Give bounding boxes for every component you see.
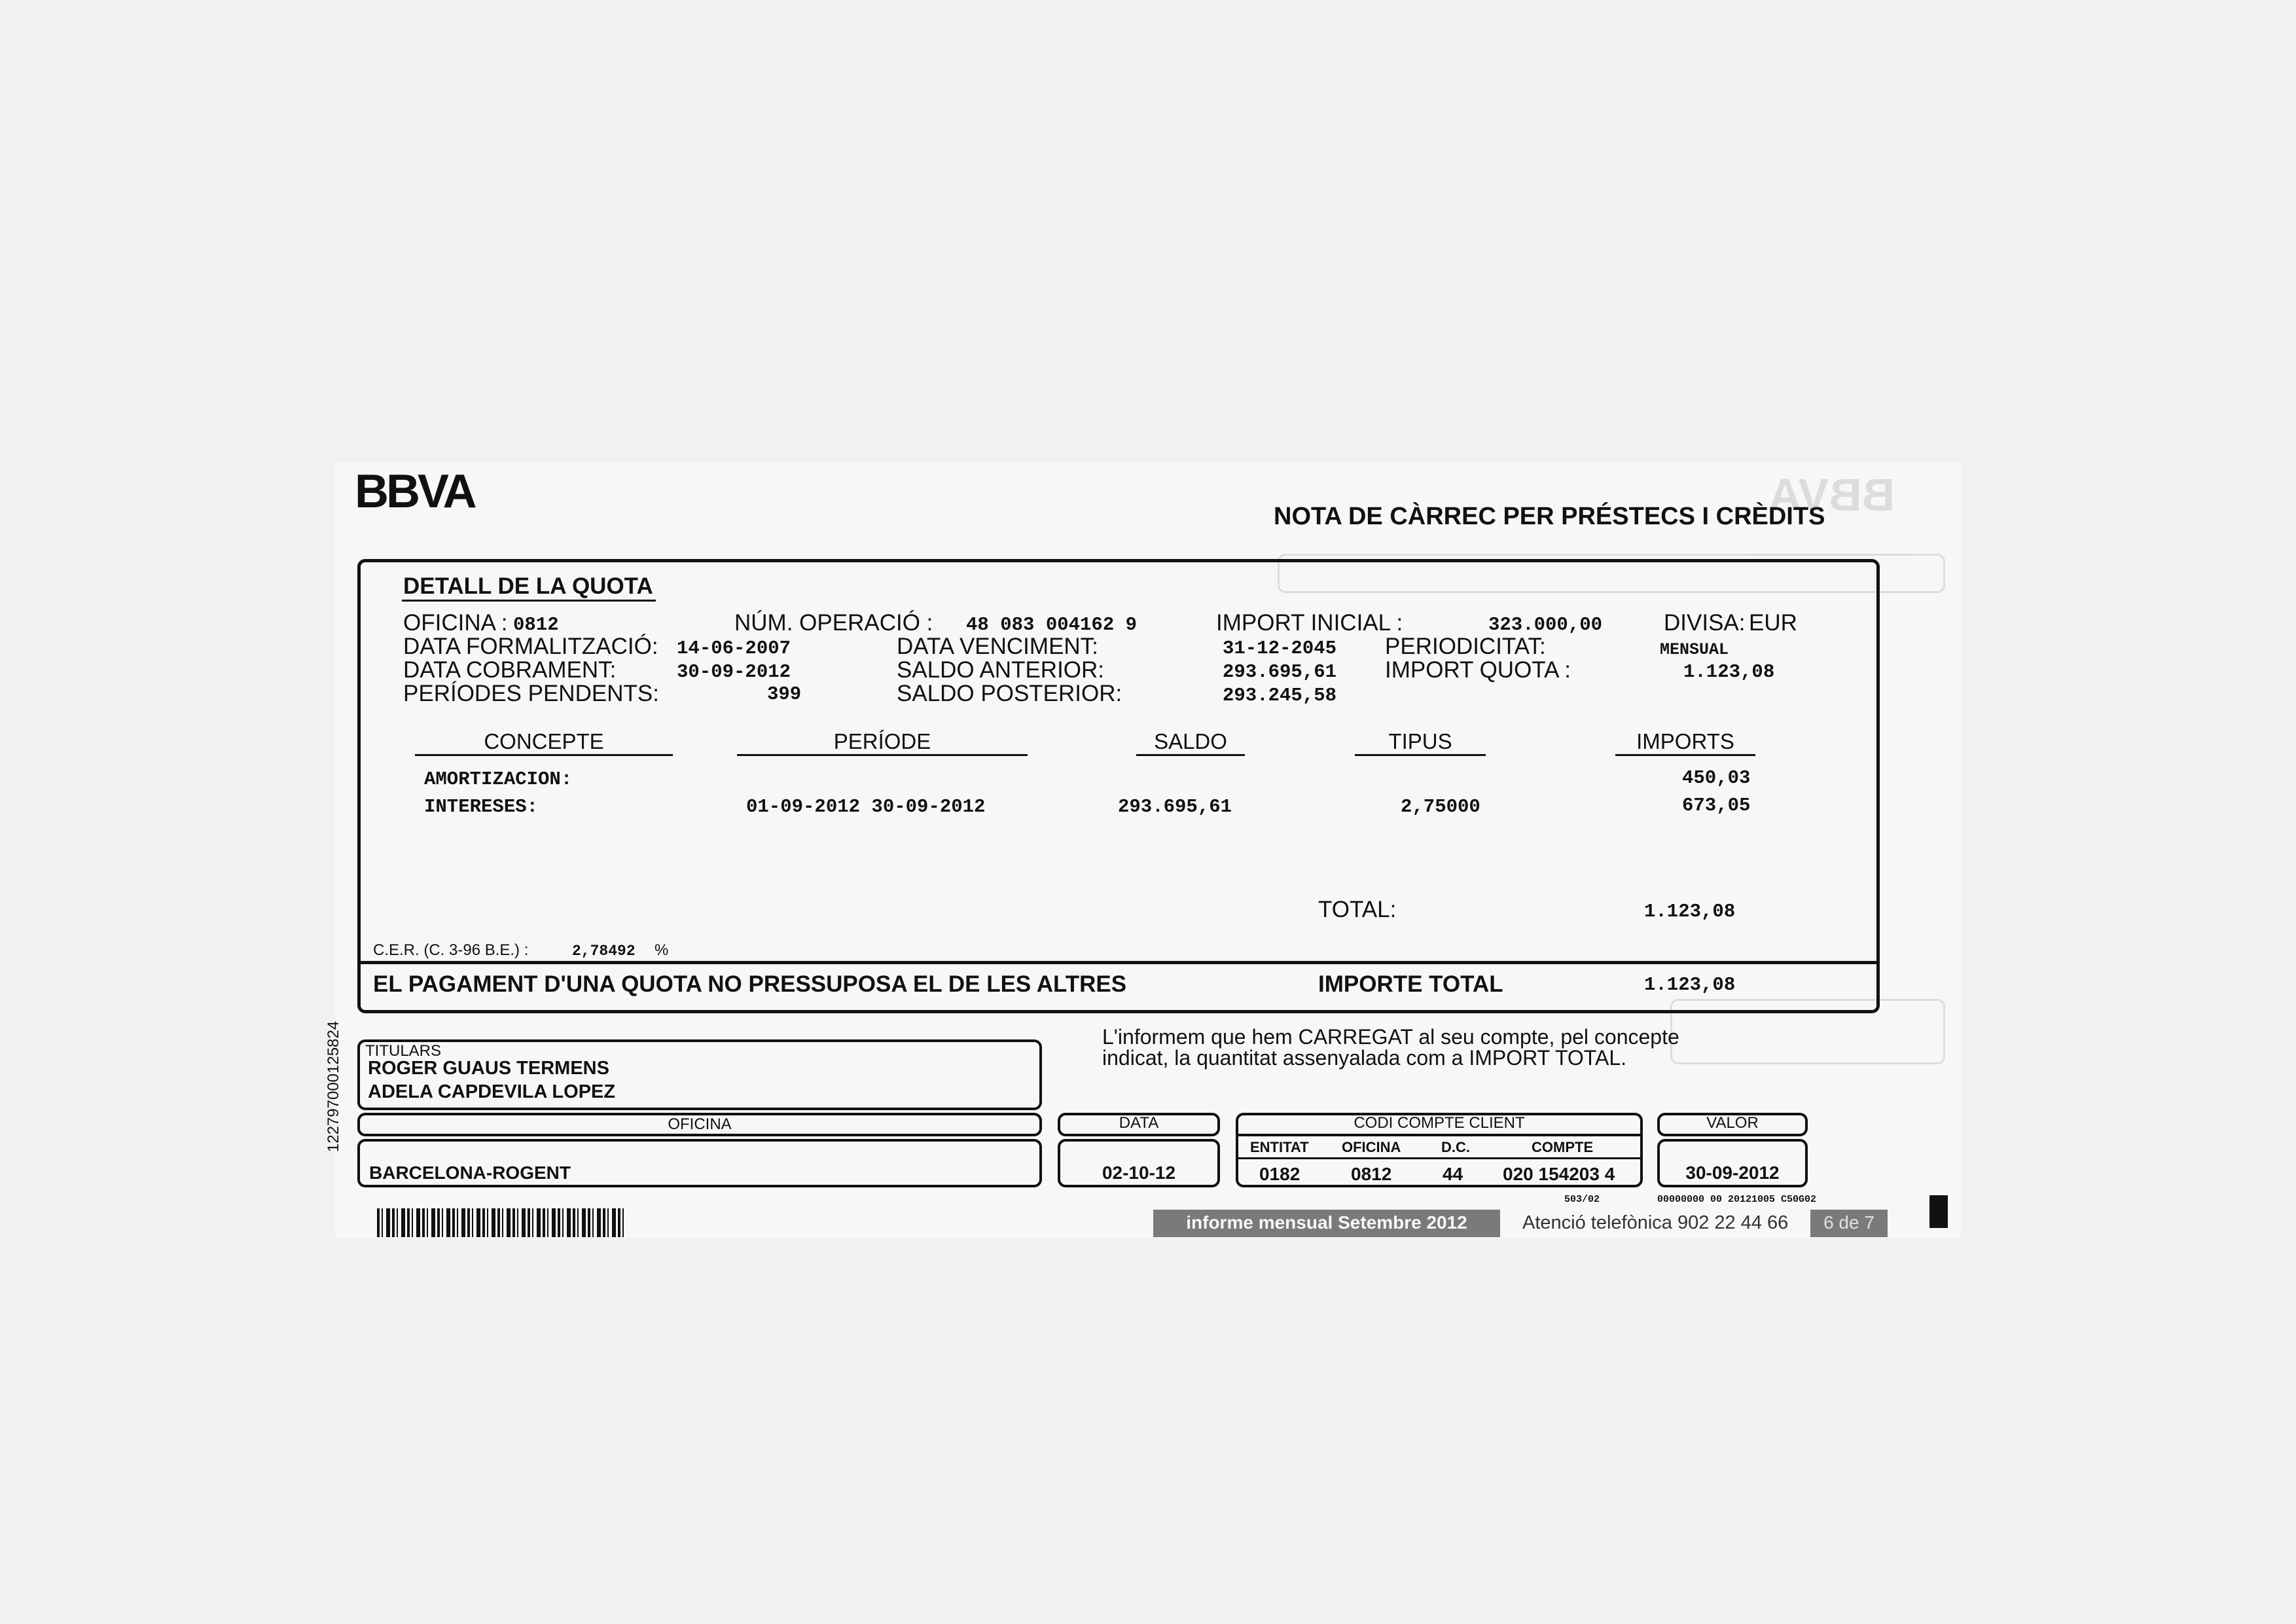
row-amortizacion-concepte: AMORTIZACION: bbox=[424, 768, 573, 790]
office-label: OFICINA bbox=[668, 1115, 732, 1133]
entitat-label: ENTITAT bbox=[1250, 1139, 1309, 1155]
row-intereses-import: 673,05 bbox=[1682, 795, 1751, 816]
account-oficina-value: 0812 bbox=[1351, 1164, 1392, 1184]
dc-label: D.C. bbox=[1441, 1139, 1470, 1155]
row-intereses-saldo: 293.695,61 bbox=[1118, 796, 1232, 818]
divisa-label: DIVISA: bbox=[1664, 610, 1746, 636]
bbva-logo: BBVA bbox=[355, 465, 475, 518]
col-header-concepte: CONCEPTE bbox=[484, 729, 604, 753]
data-cobrament-value: 30-09-2012 bbox=[677, 661, 791, 683]
saldo-anterior-label: SALDO ANTERIOR: bbox=[897, 657, 1105, 683]
import-inicial-label: IMPORT INICIAL : bbox=[1216, 610, 1403, 636]
row-amortizacion-import: 450,03 bbox=[1682, 767, 1751, 789]
barcode bbox=[377, 1208, 626, 1237]
col-underline-saldo bbox=[1136, 754, 1245, 756]
report-label: informe mensual Setembre 2012 bbox=[1186, 1212, 1467, 1233]
cer-value: 2,78492 bbox=[572, 943, 636, 960]
saldo-posterior-value: 293.245,58 bbox=[1223, 685, 1337, 706]
account-oficina-label: OFICINA bbox=[1342, 1139, 1401, 1155]
periodes-pendents-value: 399 bbox=[767, 683, 802, 705]
holder-name-1: ROGER GUAUS TERMENS bbox=[368, 1058, 609, 1079]
import-quota-label: IMPORT QUOTA : bbox=[1385, 657, 1571, 683]
compte-value: 020 154203 4 bbox=[1503, 1164, 1615, 1184]
office-value: BARCELONA-ROGENT bbox=[369, 1163, 571, 1183]
entitat-value: 0182 bbox=[1259, 1164, 1300, 1184]
phone-label: Atenció telefònica 902 22 44 66 bbox=[1522, 1212, 1789, 1233]
oficina-value: 0812 bbox=[513, 614, 559, 636]
col-underline-tipus bbox=[1355, 754, 1486, 756]
periodicitat-label: PERIODICITAT: bbox=[1385, 634, 1546, 659]
num-operacio-label: NÚM. OPERACIÓ : bbox=[734, 610, 933, 636]
saldo-posterior-label: SALDO POSTERIOR: bbox=[897, 681, 1122, 706]
detail-separator bbox=[357, 961, 1880, 964]
import-quota-value: 1.123,08 bbox=[1683, 661, 1775, 683]
account-divider-2 bbox=[1236, 1157, 1643, 1159]
row-intereses-tipus: 2,75000 bbox=[1401, 796, 1480, 818]
col-underline-imports bbox=[1615, 754, 1755, 756]
account-divider-1 bbox=[1236, 1134, 1643, 1136]
data-venciment-label: DATA VENCIMENT: bbox=[897, 634, 1098, 659]
col-underline-concepte bbox=[415, 754, 673, 756]
data-venciment-value: 31-12-2045 bbox=[1223, 638, 1337, 659]
importe-total-value: 1.123,08 bbox=[1644, 974, 1736, 996]
valor-value: 30-09-2012 bbox=[1685, 1163, 1780, 1183]
account-label: CODI COMPTE CLIENT bbox=[1354, 1114, 1525, 1132]
row-intereses-periode: 01-09-2012 30-09-2012 bbox=[746, 796, 986, 818]
cer-unit: % bbox=[655, 941, 669, 959]
cer-label: C.E.R. (C. 3-96 B.E.) : bbox=[373, 941, 529, 959]
document-title: NOTA DE CÀRREC PER PRÉSTECS I CRÈDITS bbox=[1274, 503, 1825, 530]
message-line-2: indicat, la quantitat assenyalada com a IMPORT TOTAL. bbox=[1102, 1046, 1626, 1070]
col-header-imports: IMPORTS bbox=[1636, 729, 1734, 753]
code-left: 503/02 bbox=[1564, 1194, 1600, 1205]
num-operacio-value: 48 083 004162 9 bbox=[966, 614, 1138, 636]
compte-label: COMPTE bbox=[1532, 1139, 1594, 1155]
date-value: 02-10-12 bbox=[1102, 1163, 1176, 1183]
total-label: TOTAL: bbox=[1318, 897, 1397, 922]
holder-name-2: ADELA CAPDEVILA LOPEZ bbox=[368, 1081, 616, 1102]
periodicitat-value: MENSUAL bbox=[1660, 640, 1729, 659]
divisa-value: EUR bbox=[1749, 610, 1797, 636]
col-header-saldo: SALDO bbox=[1154, 729, 1227, 753]
vertical-reference-number: 122797000125824 bbox=[325, 1020, 343, 1153]
valor-label: VALOR bbox=[1706, 1114, 1759, 1132]
registration-mark bbox=[1929, 1195, 1948, 1228]
import-inicial-value: 323.000,00 bbox=[1488, 614, 1603, 636]
total-value: 1.123,08 bbox=[1644, 901, 1736, 922]
saldo-anterior-value: 293.695,61 bbox=[1223, 661, 1337, 683]
detail-section-title: DETALL DE LA QUOTA bbox=[403, 573, 653, 599]
section-title-underline bbox=[402, 600, 656, 602]
statement-paper bbox=[325, 462, 1961, 1238]
oficina-label: OFICINA : bbox=[403, 610, 508, 636]
importe-total-label: IMPORTE TOTAL bbox=[1318, 971, 1503, 997]
footer-notice: EL PAGAMENT D'UNA QUOTA NO PRESSUPOSA EL DE LES ALTRES bbox=[373, 971, 1127, 997]
data-formalitzacio-value: 14-06-2007 bbox=[677, 638, 791, 659]
dc-value: 44 bbox=[1443, 1164, 1463, 1184]
data-cobrament-label: DATA COBRAMENT: bbox=[403, 657, 617, 683]
holders-label: TITULARS bbox=[365, 1042, 442, 1060]
date-label: DATA bbox=[1119, 1114, 1159, 1132]
row-intereses-concepte: INTERESES: bbox=[424, 796, 539, 818]
data-formalitzacio-label: DATA FORMALITZACIÓ: bbox=[403, 634, 658, 659]
col-underline-periode bbox=[737, 754, 1028, 756]
message-line-1: L'informem que hem CARREGAT al seu compte, pel concepte bbox=[1102, 1025, 1679, 1049]
ghost-logo: BBVA bbox=[1768, 469, 1895, 520]
page-indicator: 6 de 7 bbox=[1823, 1212, 1874, 1233]
col-header-periode: PERÍODE bbox=[833, 729, 931, 753]
periodes-pendents-label: PERÍODES PENDENTS: bbox=[403, 681, 659, 706]
col-header-tipus: TIPUS bbox=[1388, 729, 1452, 753]
code-right: 00000000 00 20121005 C50G02 bbox=[1657, 1194, 1817, 1205]
